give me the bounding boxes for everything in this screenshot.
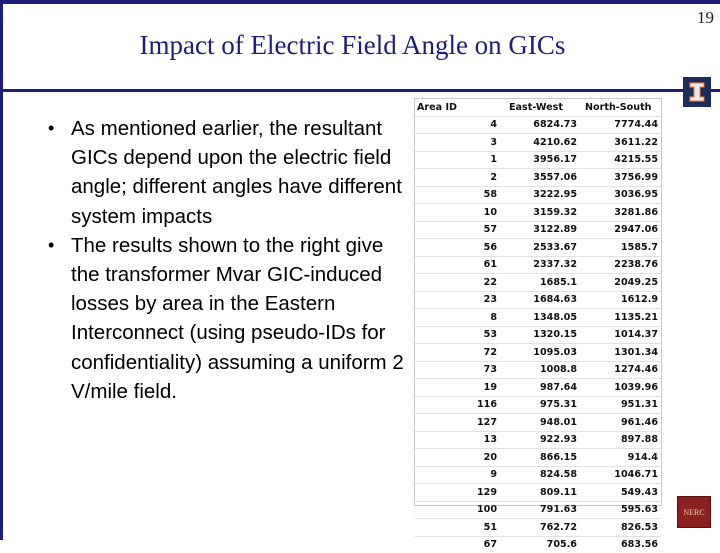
bullet-item [48,231,408,406]
cell-north-south: 2049.25 [585,274,661,292]
cell-area-id: 61 [415,256,503,274]
cell-east-west: 791.63 [503,501,585,519]
table-row [415,309,661,327]
table-row [415,379,661,397]
cell-area-id: 56 [415,239,503,257]
cell-area-id: 9 [415,466,503,484]
cell-north-south: 595.63 [585,501,661,519]
cell-north-south: 549.43 [585,484,661,502]
cell-area-id: 13 [415,431,503,449]
title-divider [0,89,720,92]
cell-east-west: 948.01 [503,414,585,432]
table-row [415,326,661,344]
table-row [415,151,661,169]
column-header-north-south: North-South [585,101,652,113]
column-header-area-id: Area ID [417,101,458,113]
table-row [415,256,661,274]
cell-east-west: 1320.15 [503,326,585,344]
table-row [415,134,661,152]
table-row [415,431,661,449]
cell-north-south: 2947.06 [585,221,661,239]
cell-east-west: 705.6 [503,536,585,553]
cell-area-id: 116 [415,396,503,414]
table-row [415,274,661,292]
cell-area-id: 1 [415,151,503,169]
table-row [415,344,661,362]
cell-area-id: 100 [415,501,503,519]
cell-north-south: 1612.9 [585,291,661,309]
cell-east-west: 866.15 [503,449,585,467]
table-row [415,361,661,379]
bullet-item [48,114,408,231]
slide-top-border [0,0,720,4]
table-body [415,116,661,553]
cell-north-south: 1585.7 [585,239,661,257]
table-header-row [415,99,661,116]
slide-left-border [0,0,3,540]
cell-east-west: 1684.63 [503,291,585,309]
cell-east-west: 1095.03 [503,344,585,362]
cell-east-west: 762.72 [503,519,585,537]
cell-east-west: 922.93 [503,431,585,449]
cell-area-id: 19 [415,379,503,397]
cell-east-west: 3557.06 [503,169,585,187]
cell-north-south: 3611.22 [585,134,661,152]
cell-east-west: 975.31 [503,396,585,414]
cell-north-south: 914.4 [585,449,661,467]
table-row [415,484,661,502]
cell-area-id: 53 [415,326,503,344]
cell-north-south: 1014.37 [585,326,661,344]
cell-north-south: 951.31 [585,396,661,414]
bullet-icon: • [48,234,55,255]
table-row [415,501,661,519]
cell-area-id: 10 [415,204,503,222]
cell-area-id: 58 [415,186,503,204]
cell-area-id: 73 [415,361,503,379]
table-row [415,414,661,432]
cell-east-west: 1685.1 [503,274,585,292]
cell-east-west: 1008.8 [503,361,585,379]
cell-area-id: 4 [415,116,503,134]
cell-north-south: 3036.95 [585,186,661,204]
cell-east-west: 987.64 [503,379,585,397]
slide-title: Impact of Electric Field Angle on GICs [139,30,566,60]
cell-north-south: 1046.71 [585,466,661,484]
cell-east-west: 1348.05 [503,309,585,327]
cell-east-west: 4210.62 [503,134,585,152]
table-row [415,396,661,414]
table-row [415,239,661,257]
cell-area-id: 127 [415,414,503,432]
table-row [415,204,661,222]
cell-area-id: 129 [415,484,503,502]
cell-east-west: 3122.89 [503,221,585,239]
table-row [415,186,661,204]
table-row [415,519,661,537]
cell-area-id: 22 [415,274,503,292]
cell-area-id: 20 [415,449,503,467]
table-row [415,116,661,134]
cell-east-west: 3159.32 [503,204,585,222]
cell-east-west: 3222.95 [503,186,585,204]
cell-area-id: 2 [415,169,503,187]
data-table [415,99,661,553]
cell-north-south: 3281.86 [585,204,661,222]
gic-losses-table [414,98,662,551]
cell-east-west: 2337.32 [503,256,585,274]
nerc-logo-icon: NERC [677,496,711,528]
cell-area-id: 67 [415,536,503,553]
cell-area-id: 57 [415,221,503,239]
cell-area-id: 72 [415,344,503,362]
cell-north-south: 2238.76 [585,256,661,274]
cell-area-id: 51 [415,519,503,537]
cell-north-south: 1301.34 [585,344,661,362]
table-row [415,291,661,309]
cell-north-south: 4215.55 [585,151,661,169]
bullet-list [48,114,408,406]
cell-north-south: 826.53 [585,519,661,537]
bullet-text: As mentioned earlier, the resultant GICs depend upon the electric field angle; different angles have different system impacts [71,117,402,228]
cell-north-south: 961.46 [585,414,661,432]
cell-east-west: 824.58 [503,466,585,484]
cell-north-south: 897.88 [585,431,661,449]
bullet-text: The results shown to the right give the transformer Mvar GIC-induced losses by area in the Eastern Interconnect (using pseudo-IDs for confidentiality) assuming a uniform 2 V/mile field. [71,233,404,403]
cell-north-south: 3756.99 [585,169,661,187]
cell-area-id: 3 [415,134,503,152]
cell-east-west: 3956.17 [503,151,585,169]
column-header-east-west: East-West [509,101,563,113]
table-row [415,449,661,467]
table-row [415,221,661,239]
cell-east-west: 2533.67 [503,239,585,257]
cell-area-id: 8 [415,309,503,327]
cell-north-south: 1274.46 [585,361,661,379]
cell-area-id: 23 [415,291,503,309]
cell-north-south: 1039.96 [585,379,661,397]
table-row [415,466,661,484]
table-row [415,169,661,187]
cell-north-south: 1135.21 [585,309,661,327]
bullet-icon: • [48,118,55,138]
university-logo-icon [683,77,711,107]
cell-east-west: 6824.73 [503,116,585,134]
cell-north-south: 683.56 [585,536,661,553]
table-row [415,536,661,553]
page-number: 19 [697,8,714,27]
cell-east-west: 809.11 [503,484,585,502]
cell-north-south: 7774.44 [585,116,661,134]
